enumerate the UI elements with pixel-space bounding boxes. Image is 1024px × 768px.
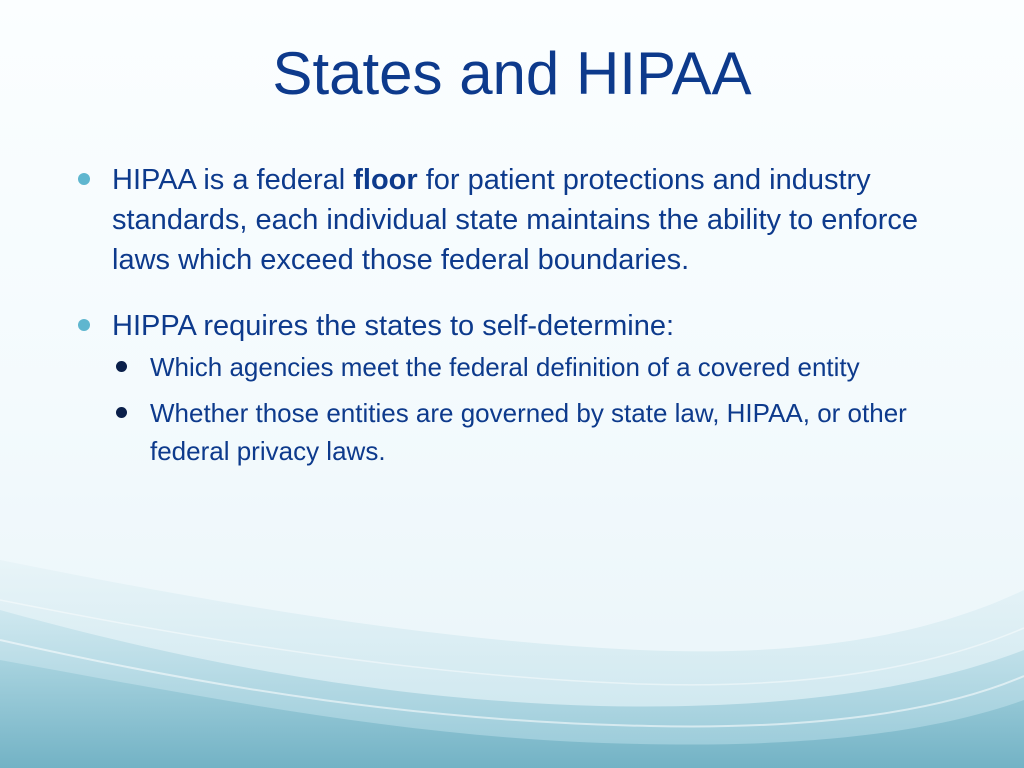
sub-bullet-item [112, 348, 958, 386]
bullet-item-federal-floor [78, 160, 958, 280]
sub-bullet-dot-icon [116, 361, 127, 372]
bullet-dot-icon [78, 319, 90, 331]
sub-bullet-text: Whether those entities are governed by state law, HIPAA, or other federal privacy laws. [150, 398, 907, 466]
bullet-text-post: for patient protections and industry standards, each individual state maintains the ability to enforce laws which exceed those federal boundaries. [112, 164, 919, 276]
bullet-text: HIPPA requires the states to self-determine: [112, 310, 675, 342]
slide-title: States and HIPAA [272, 40, 752, 107]
sub-bullet-dot-icon [116, 407, 127, 418]
bullet-list [78, 160, 958, 496]
sub-bullet-text: Which agencies meet the federal definition of a covered entity [150, 352, 860, 382]
bullet-dot-icon [78, 173, 90, 185]
sub-bullet-item [112, 394, 958, 470]
bullet-item-self-determine [78, 306, 958, 470]
bullet-text-emphasis: floor [353, 164, 418, 196]
bullet-text-pre: HIPAA is a federal [112, 164, 354, 196]
sub-bullet-list [112, 348, 958, 470]
